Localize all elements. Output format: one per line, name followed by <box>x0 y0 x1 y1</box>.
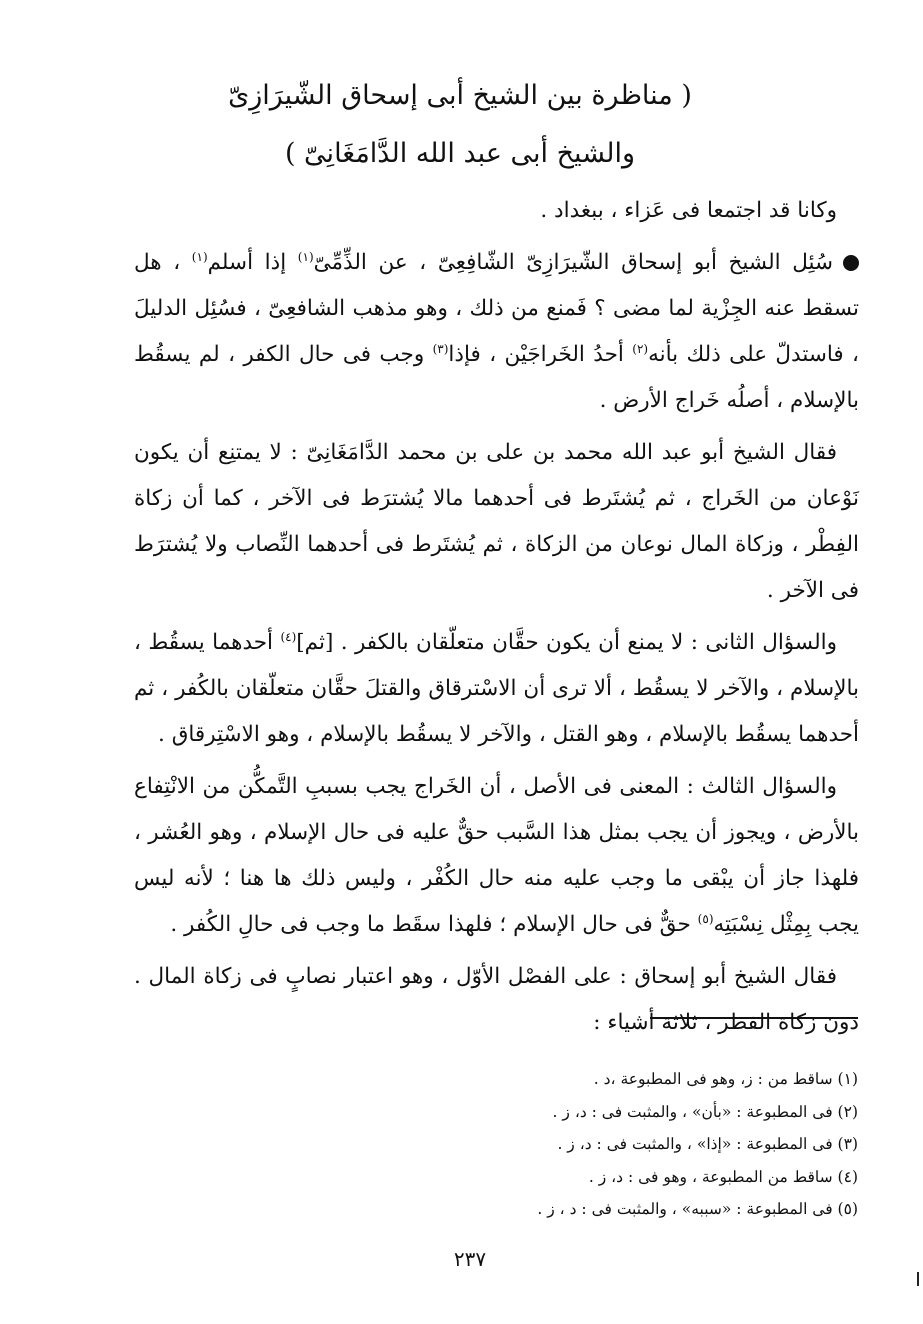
paragraph-second-question <box>134 620 859 758</box>
footnote-ref: (٣) <box>432 341 449 356</box>
page-title-line-2: والشيخ أبى عبد الله الدَّامَغَانِىّ ) <box>284 138 636 169</box>
paragraph-text: إذا أسلم <box>207 250 298 275</box>
footnote-4: (٤) ساقط من المطبوعة ، وهو فى : د، ز . <box>588 1167 858 1186</box>
scan-edge-mark <box>917 1272 919 1286</box>
footnote-ref: (١) <box>191 249 208 264</box>
footnotes <box>380 1063 858 1226</box>
paragraph-intro <box>134 188 859 234</box>
paragraph-question <box>134 240 859 424</box>
footnote-ref: (١) <box>297 249 314 264</box>
footnote-ref: (٢) <box>632 341 649 356</box>
paragraph-text: أحدهما يسقُط ، بالإسلام ، والآخر لا يسقُط ، ألا ترى أن الاسْترقاق والقتلَ حقَّان متعلّقان بالكُفر ، ثم أحدهما يسقُط بالإسلام ، وهو القتل ، والآخر لا يسقُط بالإسلام ، وهو الاسْتِرقاق . <box>134 630 859 747</box>
paragraph-text: وجب فى حال الكفر ، لم يسقُط بالإسلام ، أصلُه خَراج الأرض . <box>134 342 859 413</box>
paragraph-text: والسؤال الثالث : المعنى فى الأصل ، أن الخَراج يجب بسببِ التَّمكُّن من الانْتِفاع بالأرض ، ويجوز أن يجب بمثل هذا السَّبب حقٌّ عليه فى حال الإسلام ، وهو العُشر ، فلهذا جاز أن يبْقى ما وجب عليه منه حال الكُفْر ، وليس ذلك ها هنا ؛ لأنه ليس يجب بِمِثْل نِسْبَتِه <box>134 774 859 937</box>
paragraph-text: فقال الشيخ أبو إسحاق : على الفصْل الأوّل ، وهو اعتبار نصابٍ فى زكاة المال . دون زكاة الفطر ، ثلاثة أشياء : <box>134 964 859 1035</box>
footnote-divider <box>650 1017 858 1019</box>
main-text <box>134 188 859 1052</box>
footnote-ref: (٤) <box>280 629 297 644</box>
page-title-line-1: ( مناظرة بين الشيخ أبى إسحاق الشّيرَازِىّ <box>228 80 692 111</box>
footnote-3: (٣) فى المطبوعة : «إذا» ، والمثبت فى : د، ز . <box>557 1135 858 1153</box>
paragraph-answer <box>134 954 859 1046</box>
footnote-5: (٥) فى المطبوعة : «سببه» ، والمثبت فى : د ، ز . <box>537 1200 858 1218</box>
paragraph-text: حقٌّ فى حال الإسلام ؛ فلهذا سقَط ما وجب فى حالِ الكُفر . <box>170 912 698 937</box>
footnote-2: (٢) فى المطبوعة : «بأن» ، والمثبت فى : د، ز . <box>552 1102 858 1121</box>
footnote-ref: (٥) <box>697 911 714 926</box>
paragraph-third-question <box>134 764 859 948</box>
page-number: ٢٣٧ <box>453 1247 487 1271</box>
paragraph-text: سُئِل الشيخ أبو إسحاق الشّيرَازِىّ الشّافِعِىّ ، عن الذِّمِّىّ <box>313 250 834 275</box>
paragraph-text: والسؤال الثانى : لا يمنع أن يكون حقَّان متعلّقان بالكفر . [ثم] <box>296 630 837 655</box>
paragraph-reply <box>134 430 859 614</box>
bullet-icon <box>843 255 859 271</box>
footnote-1: (١) ساقط من : ز، وهو فى المطبوعة ،د . <box>593 1070 858 1088</box>
paragraph-text: أحدُ الخَراجَيْن ، فإذا <box>448 342 633 367</box>
paragraph-text: وكانا قد اجتمعا فى عَزاء ، ببغداد . <box>540 198 837 223</box>
paragraph-text: ، هل تسقط عنه الجِزْية لما مضى ؟ فَمنع من ذلك ، وهو مذهب الشافعِىّ ، فسُئِل الدليلَ ، فاستدلّ على ذلك بأنه <box>134 250 859 367</box>
paragraph-text: فقال الشيخ أبو عبد الله محمد بن على بن محمد الدَّامَغَانِىّ : لا يمتنِع أن يكون نَوْعان من الخَراج ، ثم يُشتَرط فى أحدهما مالا يُشترَط فى الآخر ، كما أن زكاة الفِطْر ، وزكاة المال نوعان من الزكاة ، ثم يُشتَرط فى أحدهما النِّصاب ولا يُشترَط فى الآخر . <box>134 440 859 603</box>
